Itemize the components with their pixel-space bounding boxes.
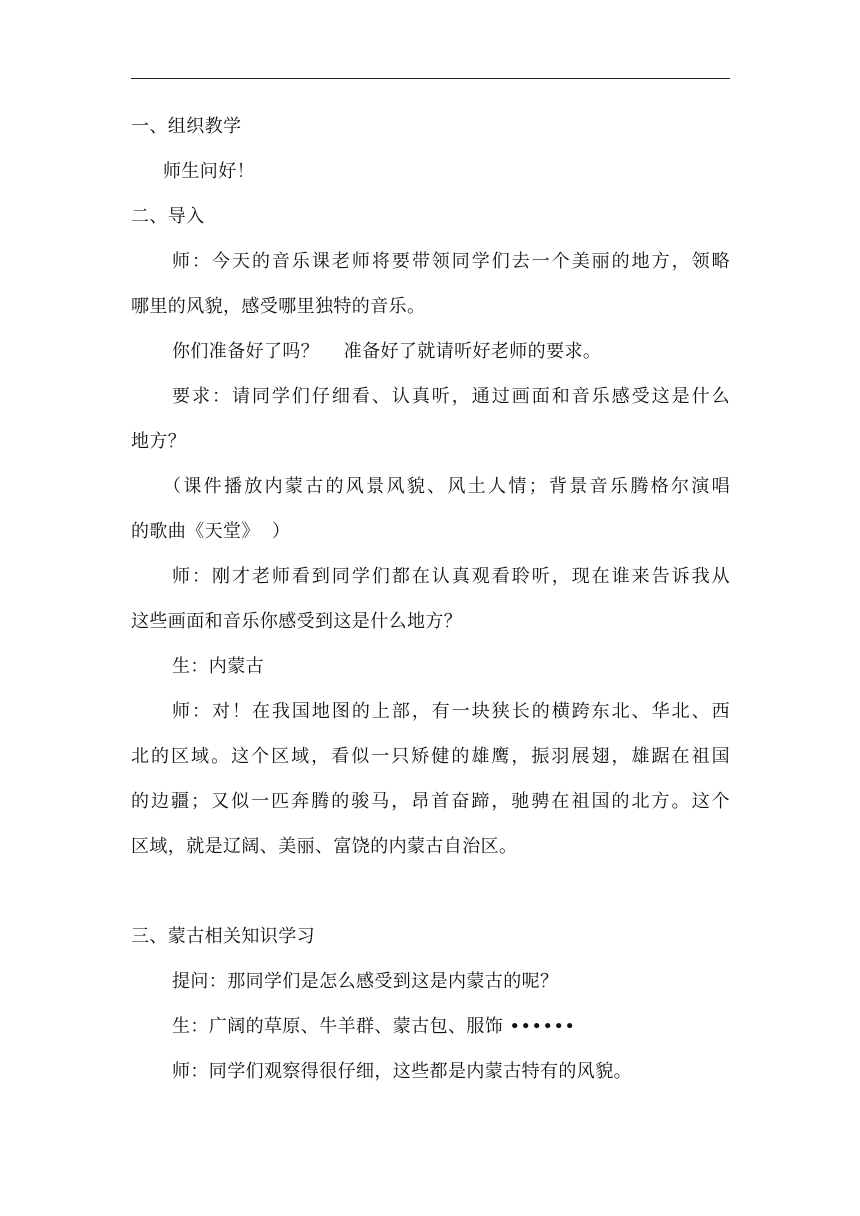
paragraph-line: 的边疆；又似一匹奔腾的骏马，昂首奋蹄，驰骋在祖国的北方。这个	[131, 791, 730, 812]
paragraph-line: 师：对！在我国地图的上部，有一块狭长的横跨东北、华北、西	[172, 701, 730, 722]
paragraph-line: 哪里的风貌，感受哪里独特的音乐。	[131, 296, 426, 317]
paragraph-line: 北的区域。这个区域，看似一只矫健的雄鹰，振羽展翅，雄踞在祖国	[131, 746, 730, 767]
header-rule	[131, 78, 730, 79]
paragraph-line: 师：今天的音乐课老师将要带领同学们去一个美丽的地方，领略	[172, 251, 730, 272]
paragraph-line: 的歌曲《天堂》 ）	[131, 521, 291, 542]
section-heading-1: 一、组织教学	[131, 116, 242, 137]
paragraph-line: 师：同学们观察得很仔细，这些都是内蒙古特有的风貌。	[172, 1061, 632, 1082]
paragraph-line: 师：刚才老师看到同学们都在认真观看聆听，现在谁来告诉我从	[172, 566, 730, 587]
paragraph-line: 师生问好！	[163, 161, 255, 182]
section-heading-3: 三、蒙古相关知识学习	[131, 926, 315, 947]
paragraph-line: （课件播放内蒙古的风景风貌、风土人情；背景音乐腾格尔演唱	[163, 476, 730, 497]
paragraph-line: 你们准备好了吗？ 准备好了就请听好老师的要求。	[172, 341, 602, 362]
section-heading-2: 二、导入	[131, 206, 205, 227]
paragraph-line: 地方？	[131, 431, 187, 452]
paragraph-line: 区域，就是辽阔、美丽、富饶的内蒙古自治区。	[131, 836, 518, 857]
paragraph-line: 要求：请同学们仔细看、认真听，通过画面和音乐感受这是什么	[172, 386, 730, 407]
paragraph-line: 提问：那同学们是怎么感受到这是内蒙古的呢？	[172, 971, 559, 992]
paragraph-line: 生：内蒙古	[172, 656, 264, 677]
paragraph-line: 这些画面和音乐你感受到这是什么地方？	[131, 611, 463, 632]
paragraph-line: 生：广阔的草原、牛羊群、蒙古包、服饰 ••••••	[172, 1016, 576, 1037]
